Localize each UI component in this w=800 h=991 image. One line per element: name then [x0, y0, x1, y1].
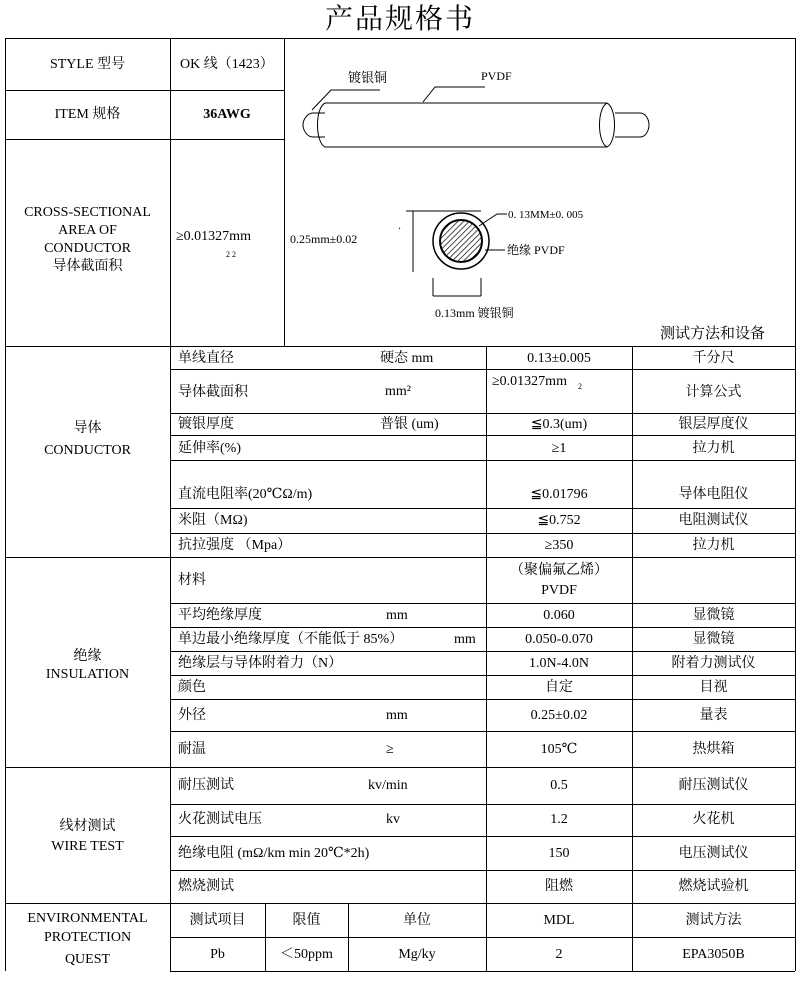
wire-test-row-value: 0.5 — [550, 778, 568, 793]
insulation-row-value: 0.050-0.070 — [525, 632, 593, 647]
insulation-row-value: 105℃ — [540, 742, 578, 757]
insulation-row-unit: ≥ — [386, 742, 394, 757]
wire-test-row-method: 燃烧试验机 — [678, 879, 749, 894]
conductor-row-value: 0.13±0.005 — [527, 351, 591, 366]
insulation-row-value: 自定 — [545, 680, 573, 695]
cross-section-value: ≥0.01327mm — [176, 229, 251, 244]
item-label: ITEM 规格 — [54, 107, 121, 122]
env-header-unit: 单位 — [403, 913, 431, 928]
insulation-row-method: 量表 — [699, 708, 728, 723]
conductor-row-name: 抗拉强度 （Mpa） — [178, 538, 292, 553]
insulation-row-unit: mm — [454, 632, 476, 647]
env-cell-unit: Mg/ky — [398, 947, 436, 962]
conductor-row-method: 银层厚度仪 — [678, 417, 749, 432]
conductor-row-value: ≦0.01796 — [530, 487, 588, 502]
svg-text:.: . — [398, 218, 401, 232]
wire-test-row-name: 火花测试电压 — [178, 812, 262, 827]
wire-test-row-name: 燃烧测试 — [178, 879, 234, 894]
label-bottom: 0.13mm 镀银铜 — [435, 306, 514, 320]
conductor-row-unit: 普银 (um) — [380, 417, 439, 432]
wire-test-en: WIRE TEST — [51, 839, 124, 854]
env-cell-method: EPA3050B — [682, 947, 745, 962]
insulation-cn: 绝缘 — [73, 649, 102, 664]
wire-cross-section — [406, 211, 507, 296]
wire-test-row-unit: kv — [386, 812, 400, 827]
cross-section-label-4: 导体截面积 — [52, 259, 123, 274]
conductor-row-method: 导体电阻仪 — [678, 487, 749, 502]
conductor-cn: 导体 — [73, 421, 102, 436]
env-cell-mdl: 2 — [555, 947, 563, 962]
conductor-row-name: 直流电阻率(20℃Ω/m) — [178, 487, 313, 502]
cross-section-label-3: CONDUCTOR — [44, 241, 131, 256]
insulation-row-name: 材料 — [178, 573, 206, 588]
insulation-row-method: 目视 — [699, 680, 728, 695]
style-value: OK 线（1423） — [180, 57, 274, 72]
insulation-row-value: 0.25±0.02 — [530, 708, 588, 723]
conductor-row-value: ≦0.3(um) — [530, 417, 588, 432]
insulation-row-method: 显微镜 — [692, 632, 735, 647]
insulation-row-value: （聚偏氟乙烯） — [510, 563, 608, 578]
env-label-3: QUEST — [64, 952, 111, 967]
insulation-row-method: 热烘箱 — [692, 742, 735, 757]
wire-test-row-method: 火花机 — [692, 812, 735, 827]
conductor-row-unit: mm² — [385, 384, 411, 399]
env-header-method: 测试方法 — [685, 913, 742, 928]
insulation-row-value: 1.0N-4.0N — [529, 656, 589, 671]
outer-diameter: 0.25mm±0.02 — [290, 232, 358, 246]
env-cell-limit: ＜50ppm — [280, 947, 333, 962]
test-method-header: 测试方法和设备 — [660, 326, 766, 342]
conductor-row-value: ≥0.01327mm — [492, 374, 567, 389]
cross-section-label-1: CROSS-SECTIONAL — [24, 205, 151, 220]
insulation-row-name: 单边最小绝缘厚度（不能低于 85%） — [178, 632, 404, 647]
conductor-row-name: 延伸率(%) — [178, 441, 241, 456]
env-label-1: ENVIRONMENTAL — [27, 911, 148, 926]
wire-test-row-method: 耐压测试仪 — [678, 778, 749, 793]
conductor-row-method: 电阻测试仪 — [678, 513, 749, 528]
insulation-row-value-2: PVDF — [541, 583, 577, 598]
wire-test-row-value: 1.2 — [550, 812, 568, 827]
insulation-row-name: 平均绝缘厚度 — [178, 608, 262, 623]
conductor-row-name: 米阻（MΩ) — [178, 513, 248, 528]
wire-test-row-value: 阻燃 — [545, 879, 573, 894]
wire-test-row-unit: kv/min — [368, 778, 408, 793]
insulation-row-name: 颜色 — [178, 680, 206, 695]
insulation-row-name: 外径 — [178, 708, 206, 723]
env-header-limit: 限值 — [292, 913, 321, 928]
conductor-row-value: ≦0.752 — [537, 513, 581, 528]
style-label: STYLE 型号 — [49, 57, 126, 72]
conductor-row-value-sub: 2 — [578, 382, 582, 391]
insulation-en: INSULATION — [45, 667, 130, 682]
label-pvdf: PVDF — [481, 69, 512, 83]
insulation-row-unit: mm — [386, 608, 408, 623]
conductor-row-name: 导体截面积 — [178, 385, 248, 400]
env-label-2: PROTECTION — [43, 930, 132, 945]
label-silver-copper: 镀银铜 — [348, 70, 388, 85]
insulation-row-method: 显微镜 — [692, 608, 735, 623]
conductor-row-unit: 硬态 mm — [380, 351, 434, 366]
label-conductor-dim: 0. 13MM±0. 005 — [508, 209, 584, 221]
conductor-row-name: 单线直径 — [178, 351, 234, 366]
insulation-row-unit: mm — [386, 708, 408, 723]
conductor-en: CONDUCTOR — [44, 443, 131, 458]
wire-test-row-name: 绝缘电阻 (mΩ/km min 20℃*2h) — [178, 846, 370, 861]
cross-section-label-2: AREA OF — [58, 223, 117, 238]
insulation-row-name: 绝缘层与导体附着力（N） — [178, 656, 343, 671]
conductor-row-method: 计算公式 — [685, 385, 742, 400]
insulation-row-value: 0.060 — [543, 608, 575, 623]
insulation-row-method: 附着力测试仪 — [671, 656, 756, 671]
item-value: 36AWG — [203, 107, 251, 122]
conductor-row-method: 千分尺 — [692, 351, 735, 366]
wire-side-view — [303, 87, 649, 147]
conductor-row-method: 拉力机 — [692, 538, 735, 553]
wire-test-cn: 线材测试 — [59, 819, 116, 834]
wire-diagram — [285, 60, 795, 320]
wire-test-row-value: 150 — [548, 846, 570, 861]
cross-section-sub: 2 2 — [226, 250, 236, 259]
wire-test-row-method: 电压测试仪 — [678, 846, 749, 861]
conductor-row-value: ≥1 — [551, 441, 567, 456]
wire-test-row-name: 耐压测试 — [178, 778, 234, 793]
conductor-row-method: 拉力机 — [692, 441, 735, 456]
insulation-row-name: 耐温 — [178, 742, 206, 757]
label-insulation: 绝缘 PVDF — [507, 243, 565, 257]
conductor-row-name: 镀银厚度 — [178, 417, 234, 432]
page-title: 产品规格书 — [324, 4, 475, 35]
env-header-mdl: MDL — [543, 913, 575, 928]
env-header-item: 测试项目 — [189, 913, 246, 928]
env-cell-item: Pb — [210, 947, 225, 962]
conductor-row-value: ≥350 — [544, 538, 574, 553]
